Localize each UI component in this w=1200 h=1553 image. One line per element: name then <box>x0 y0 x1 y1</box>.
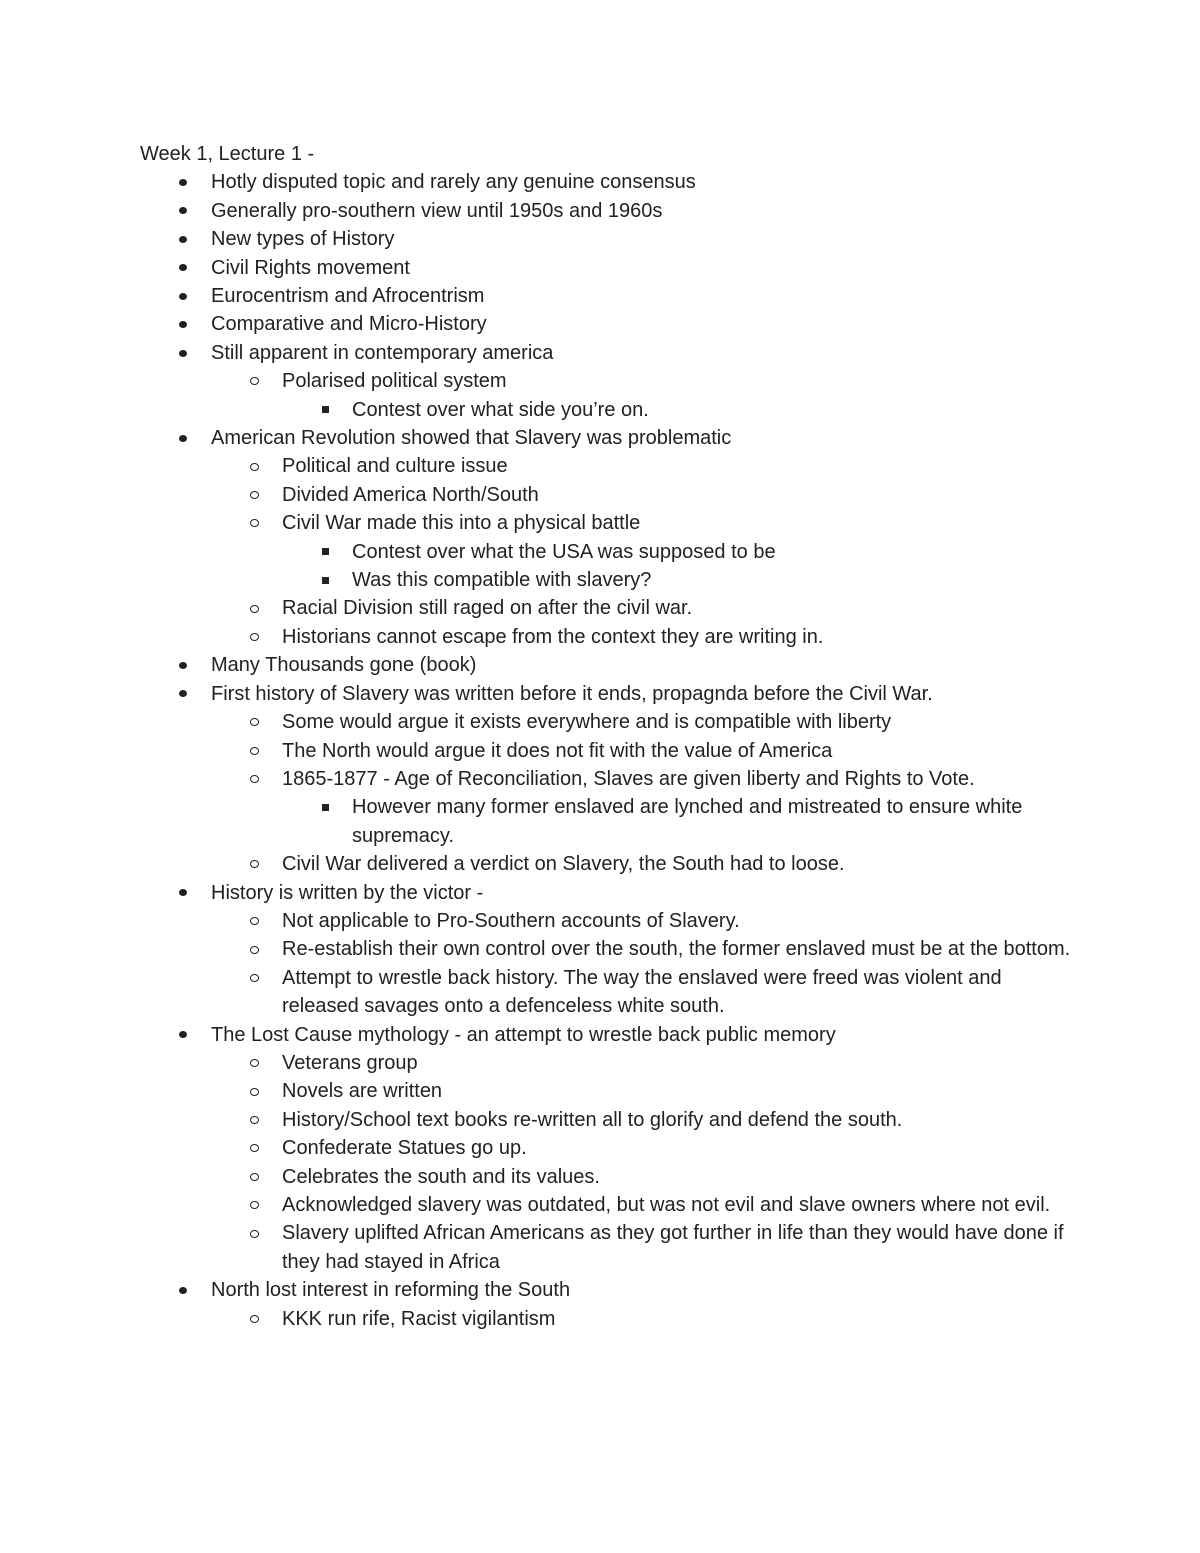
list-item-text: Generally pro-southern view until 1950s and 1960s <box>211 199 663 222</box>
bullet-circle-icon <box>246 1106 262 1134</box>
list-item <box>140 907 1080 935</box>
bullet-square-icon <box>317 538 333 566</box>
list-item <box>140 367 1080 395</box>
list-item <box>140 424 1080 452</box>
list-item <box>140 1049 1080 1077</box>
list-item <box>140 964 1080 1021</box>
bullet-circle-icon <box>246 367 262 395</box>
list-item-text: Novels are written <box>282 1080 443 1103</box>
bullet-circle-icon <box>246 481 262 509</box>
list-item <box>140 282 1080 310</box>
bullet-dot-icon <box>175 310 191 338</box>
list-item <box>140 254 1080 282</box>
bullet-dot-icon <box>175 282 191 310</box>
bullet-dot-icon <box>175 168 191 196</box>
bullet-circle-icon <box>246 1049 262 1077</box>
list-item-text: Slavery uplifted African Americans as they got further in life than they would have done if they had stayed in Africa <box>282 1222 1064 1273</box>
bullet-circle-icon <box>246 623 262 651</box>
list-item <box>140 396 1080 424</box>
list-item-text: North lost interest in reforming the South <box>211 1279 571 1302</box>
bullet-dot-icon <box>175 680 191 708</box>
list-item-text: Attempt to wrestle back history. The way the enslaved were freed was violent and released savages onto a defenceless white south. <box>282 966 1002 1018</box>
bullet-dot-icon <box>175 424 191 452</box>
bullet-circle-icon <box>246 509 262 537</box>
bullet-dot-icon <box>175 1021 191 1049</box>
list-item <box>140 765 1080 793</box>
list-item-text: Confederate Statues go up. <box>282 1137 527 1160</box>
list-item <box>140 481 1080 509</box>
bullet-circle-icon <box>246 1219 262 1247</box>
bullet-circle-icon <box>246 594 262 622</box>
list-item-text: Contest over what side you’re on. <box>352 398 649 421</box>
bullet-circle-icon <box>246 737 262 765</box>
bullet-circle-icon <box>246 1077 262 1105</box>
list-item-text: Hotly disputed topic and rarely any genuine consensus <box>211 171 696 194</box>
bullet-circle-icon <box>246 708 262 736</box>
list-item-text: Polarised political system <box>282 370 507 393</box>
list-item <box>140 1276 1080 1304</box>
list-item-text: The North would argue it does not fit with the value of America <box>282 739 833 762</box>
bullet-dot-icon <box>175 879 191 907</box>
list-item-text: Still apparent in contemporary america <box>211 341 554 364</box>
list-item <box>140 879 1080 907</box>
list-item <box>140 737 1080 765</box>
bullet-circle-icon <box>246 1134 262 1162</box>
bullet-circle-icon <box>246 452 262 480</box>
bullet-circle-icon <box>246 964 262 992</box>
bullet-dot-icon <box>175 651 191 679</box>
list-item <box>140 850 1080 878</box>
list-item <box>140 1191 1080 1219</box>
list-item <box>140 1077 1080 1105</box>
list-item <box>140 452 1080 480</box>
document-page <box>140 140 1080 1333</box>
bullet-circle-icon <box>246 1305 262 1333</box>
bullet-dot-icon <box>175 197 191 225</box>
list-item <box>140 1305 1080 1333</box>
list-item-text: Celebrates the south and its values. <box>282 1165 600 1188</box>
list-item <box>140 339 1080 367</box>
list-item-text: Comparative and Micro-History <box>211 313 487 336</box>
list-item-text: Civil Rights movement <box>211 256 410 279</box>
list-item <box>140 538 1080 566</box>
list-item <box>140 225 1080 253</box>
list-item <box>140 509 1080 537</box>
list-item <box>140 708 1080 736</box>
list-item-text: Civil War delivered a verdict on Slavery, the South had to loose. <box>282 853 845 876</box>
list-item-text: Contest over what the USA was supposed to be <box>352 540 776 563</box>
list-item-text: Eurocentrism and Afrocentrism <box>211 285 485 308</box>
bullet-circle-icon <box>246 935 262 963</box>
bullet-square-icon <box>317 396 333 424</box>
bullet-dot-icon <box>175 1276 191 1304</box>
list-item <box>140 1219 1080 1276</box>
list-item-text: Some would argue it exists everywhere and is compatible with liberty <box>282 711 892 734</box>
page-title: Week 1, Lecture 1 - <box>140 143 315 165</box>
list-item <box>140 168 1080 196</box>
list-item-text: Re-establish their own control over the south, the former enslaved must be at the bottom. <box>282 938 1071 961</box>
list-item-text: Many Thousands gone (book) <box>211 654 477 677</box>
list-item-text: History is written by the victor - <box>211 881 484 904</box>
bullet-square-icon <box>317 793 333 821</box>
list-item-text: Racial Division still raged on after the civil war. <box>282 597 693 620</box>
list-item-text: New types of History <box>211 228 395 251</box>
notes-list <box>140 168 1080 1333</box>
list-item-text: Civil War made this into a physical battle <box>282 512 641 535</box>
list-item <box>140 1106 1080 1134</box>
list-item <box>140 197 1080 225</box>
bullet-circle-icon <box>246 907 262 935</box>
list-item <box>140 793 1080 850</box>
list-item-text: American Revolution showed that Slavery was problematic <box>211 427 732 450</box>
list-item-text: History/School text books re-written all to glorify and defend the south. <box>282 1108 903 1131</box>
list-item-text: 1865-1877 - Age of Reconciliation, Slaves are given liberty and Rights to Vote. <box>282 767 975 790</box>
bullet-circle-icon <box>246 850 262 878</box>
list-item <box>140 1021 1080 1049</box>
bullet-circle-icon <box>246 1163 262 1191</box>
list-item <box>140 935 1080 963</box>
bullet-circle-icon <box>246 1191 262 1219</box>
list-item <box>140 1163 1080 1191</box>
list-item <box>140 1134 1080 1162</box>
list-item-text: Political and culture issue <box>282 455 508 478</box>
list-item-text: The Lost Cause mythology - an attempt to wrestle back public memory <box>211 1023 836 1046</box>
list-item-text: First history of Slavery was written before it ends, propagnda before the Civil War. <box>211 682 933 705</box>
list-item-text: Divided America North/South <box>282 483 539 506</box>
list-item-text: Veterans group <box>282 1051 418 1074</box>
list-item <box>140 680 1080 708</box>
bullet-dot-icon <box>175 339 191 367</box>
bullet-dot-icon <box>175 225 191 253</box>
list-item <box>140 310 1080 338</box>
list-item <box>140 594 1080 622</box>
bullet-circle-icon <box>246 765 262 793</box>
list-item-text: Was this compatible with slavery? <box>352 569 652 592</box>
list-item <box>140 651 1080 679</box>
list-item-text: However many former enslaved are lynched and mistreated to ensure white supremacy. <box>352 796 1023 847</box>
bullet-square-icon <box>317 566 333 594</box>
list-item-text: Historians cannot escape from the context they are writing in. <box>282 625 824 648</box>
list-item-text: Acknowledged slavery was outdated, but was not evil and slave owners where not evil. <box>282 1194 1051 1217</box>
list-item <box>140 623 1080 651</box>
bullet-dot-icon <box>175 254 191 282</box>
list-item-text: Not applicable to Pro-Southern accounts of Slavery. <box>282 909 740 932</box>
list-item-text: KKK run rife, Racist vigilantism <box>282 1307 556 1330</box>
list-item <box>140 566 1080 594</box>
